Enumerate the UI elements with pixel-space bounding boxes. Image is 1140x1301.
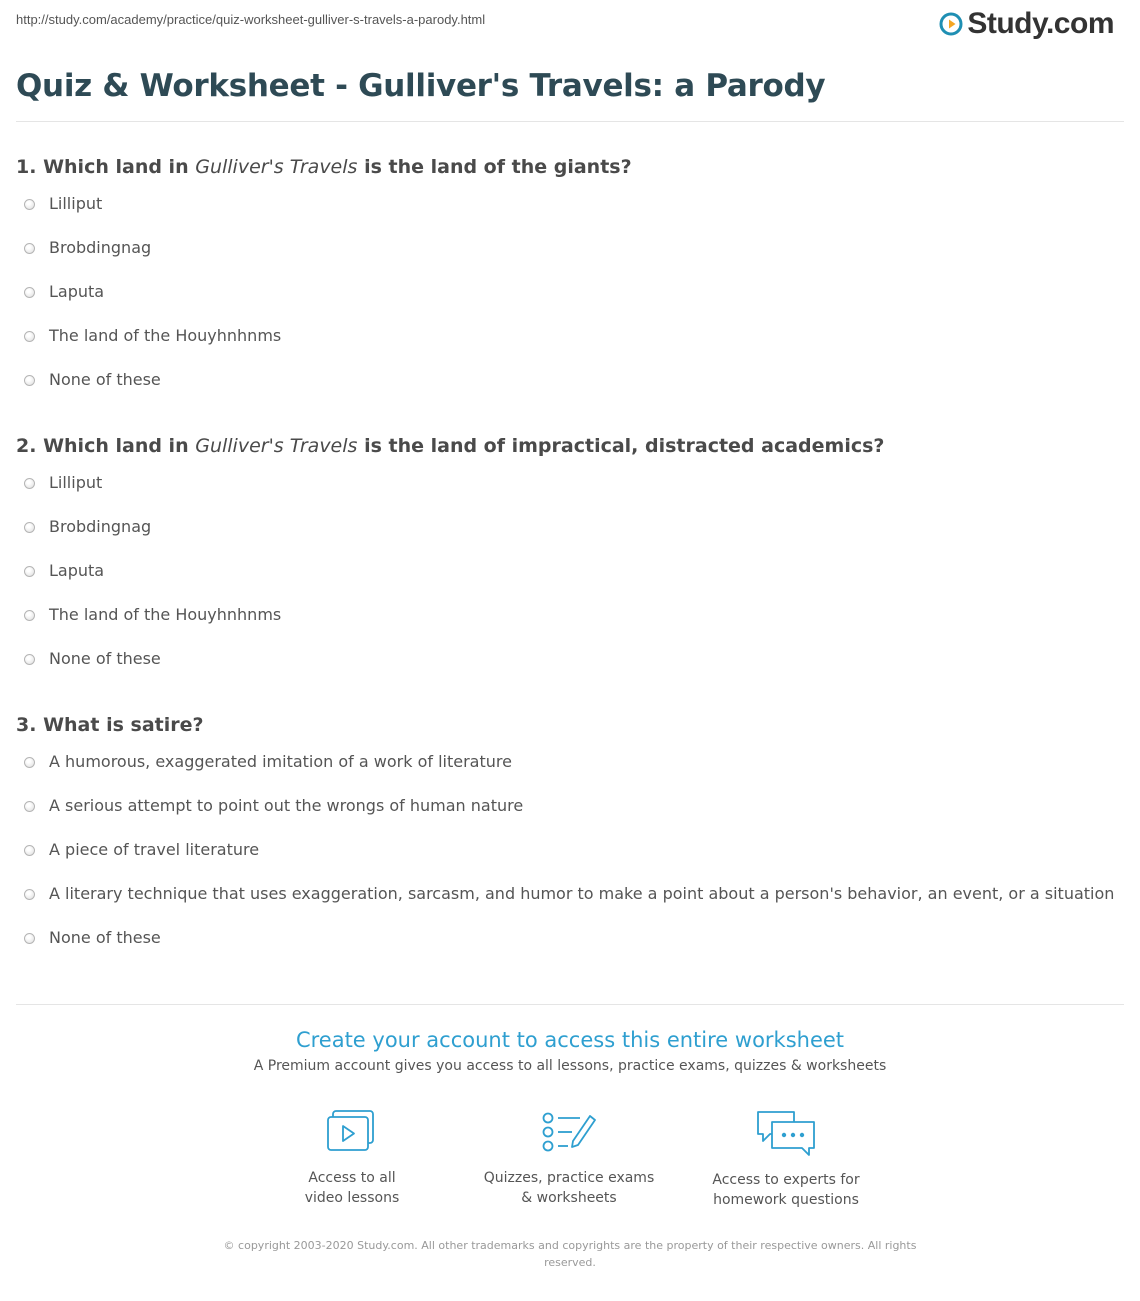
option-label: The land of the Houyhnhnms bbox=[49, 605, 282, 624]
option-label: Brobdingnag bbox=[49, 238, 152, 257]
question-text: 3. What is satire? bbox=[16, 714, 204, 736]
radio-button[interactable] bbox=[24, 199, 35, 210]
feature-line: Quizzes, practice exams bbox=[483, 1170, 655, 1186]
quiz-checklist-icon bbox=[540, 1108, 598, 1156]
option-label: A piece of travel literature bbox=[49, 840, 260, 859]
promo-divider bbox=[16, 1004, 1124, 1005]
radio-button[interactable] bbox=[24, 331, 35, 342]
page-title: Quiz & Worksheet - Gulliver's Travels: a Parody bbox=[16, 68, 826, 104]
title-divider bbox=[16, 121, 1124, 122]
radio-button[interactable] bbox=[24, 287, 35, 298]
radio-button[interactable] bbox=[24, 478, 35, 489]
radio-button[interactable] bbox=[24, 610, 35, 621]
option-label: Lilliput bbox=[49, 194, 103, 213]
option-label: Laputa bbox=[49, 282, 105, 301]
radio-button[interactable] bbox=[24, 522, 35, 533]
answer-option[interactable] bbox=[16, 561, 1124, 605]
answer-option[interactable] bbox=[16, 238, 1124, 282]
play-circle-logo-icon bbox=[939, 12, 963, 36]
answer-option[interactable] bbox=[16, 282, 1124, 326]
copyright-footer: © copyright 2003-2020 Study.com. All other trademarks and copyrights are the property of their respective owners. All rights reserved. bbox=[223, 1239, 917, 1269]
option-label: None of these bbox=[49, 370, 161, 389]
logo-text: Study.com bbox=[967, 7, 1114, 40]
chat-bubbles-icon bbox=[754, 1108, 818, 1158]
radio-button[interactable] bbox=[24, 375, 35, 386]
answer-option[interactable] bbox=[16, 649, 1124, 693]
radio-button[interactable] bbox=[24, 566, 35, 577]
option-label: None of these bbox=[49, 649, 161, 668]
answer-option[interactable] bbox=[16, 194, 1124, 238]
premium-promo bbox=[0, 1026, 1140, 1074]
quiz-questions bbox=[16, 152, 1124, 989]
option-label: A literary technique that uses exaggeration, sarcasm, and humor to make a point about a person's behavior, an event, or a situation bbox=[49, 884, 1115, 903]
option-label: None of these bbox=[49, 928, 161, 947]
answer-option[interactable] bbox=[16, 796, 1124, 840]
radio-button[interactable] bbox=[24, 654, 35, 665]
feature-line: homework questions bbox=[713, 1192, 859, 1208]
answer-option[interactable] bbox=[16, 752, 1124, 796]
answer-option[interactable] bbox=[16, 884, 1124, 928]
page-url: http://study.com/academy/practice/quiz-worksheet-gulliver-s-travels-a-parody.html bbox=[16, 12, 486, 27]
answer-option[interactable] bbox=[16, 605, 1124, 649]
option-label: A serious attempt to point out the wrongs of human nature bbox=[49, 796, 524, 815]
question-text: 2. Which land in Gulliver's Travels is the land of impractical, distracted academics? bbox=[16, 435, 885, 457]
answer-option[interactable] bbox=[16, 840, 1124, 884]
feature-experts bbox=[686, 1108, 886, 1210]
answer-option[interactable] bbox=[16, 370, 1124, 414]
option-label: Lilliput bbox=[49, 473, 103, 492]
radio-button[interactable] bbox=[24, 243, 35, 254]
premium-features bbox=[0, 1108, 1140, 1218]
feature-quizzes bbox=[469, 1108, 669, 1208]
option-label: Brobdingnag bbox=[49, 517, 152, 536]
create-account-link[interactable]: Create your account to access this entire worksheet bbox=[295, 1028, 845, 1052]
answer-option[interactable] bbox=[16, 473, 1124, 517]
option-label: A humorous, exaggerated imitation of a work of literature bbox=[49, 752, 512, 771]
feature-line: Access to experts for bbox=[712, 1172, 860, 1188]
radio-button[interactable] bbox=[24, 933, 35, 944]
feature-line: & worksheets bbox=[521, 1190, 617, 1206]
option-label: The land of the Houyhnhnms bbox=[49, 326, 282, 345]
feature-line: video lessons bbox=[304, 1190, 400, 1206]
video-lessons-icon bbox=[325, 1108, 379, 1156]
feature-line: Access to all bbox=[308, 1170, 396, 1186]
question-1 bbox=[16, 152, 1124, 414]
promo-subline: A Premium account gives you access to all lessons, practice exams, quizzes & worksheets bbox=[253, 1058, 887, 1074]
radio-button[interactable] bbox=[24, 845, 35, 856]
answer-option[interactable] bbox=[16, 326, 1124, 370]
question-2 bbox=[16, 431, 1124, 693]
radio-button[interactable] bbox=[24, 757, 35, 768]
question-3 bbox=[16, 710, 1124, 972]
answer-option[interactable] bbox=[16, 928, 1124, 972]
question-text: 1. Which land in Gulliver's Travels is the land of the giants? bbox=[16, 156, 632, 178]
radio-button[interactable] bbox=[24, 801, 35, 812]
option-label: Laputa bbox=[49, 561, 105, 580]
radio-button[interactable] bbox=[24, 889, 35, 900]
answer-option[interactable] bbox=[16, 517, 1124, 561]
study-logo[interactable] bbox=[939, 6, 1114, 42]
feature-video-lessons bbox=[252, 1108, 452, 1208]
